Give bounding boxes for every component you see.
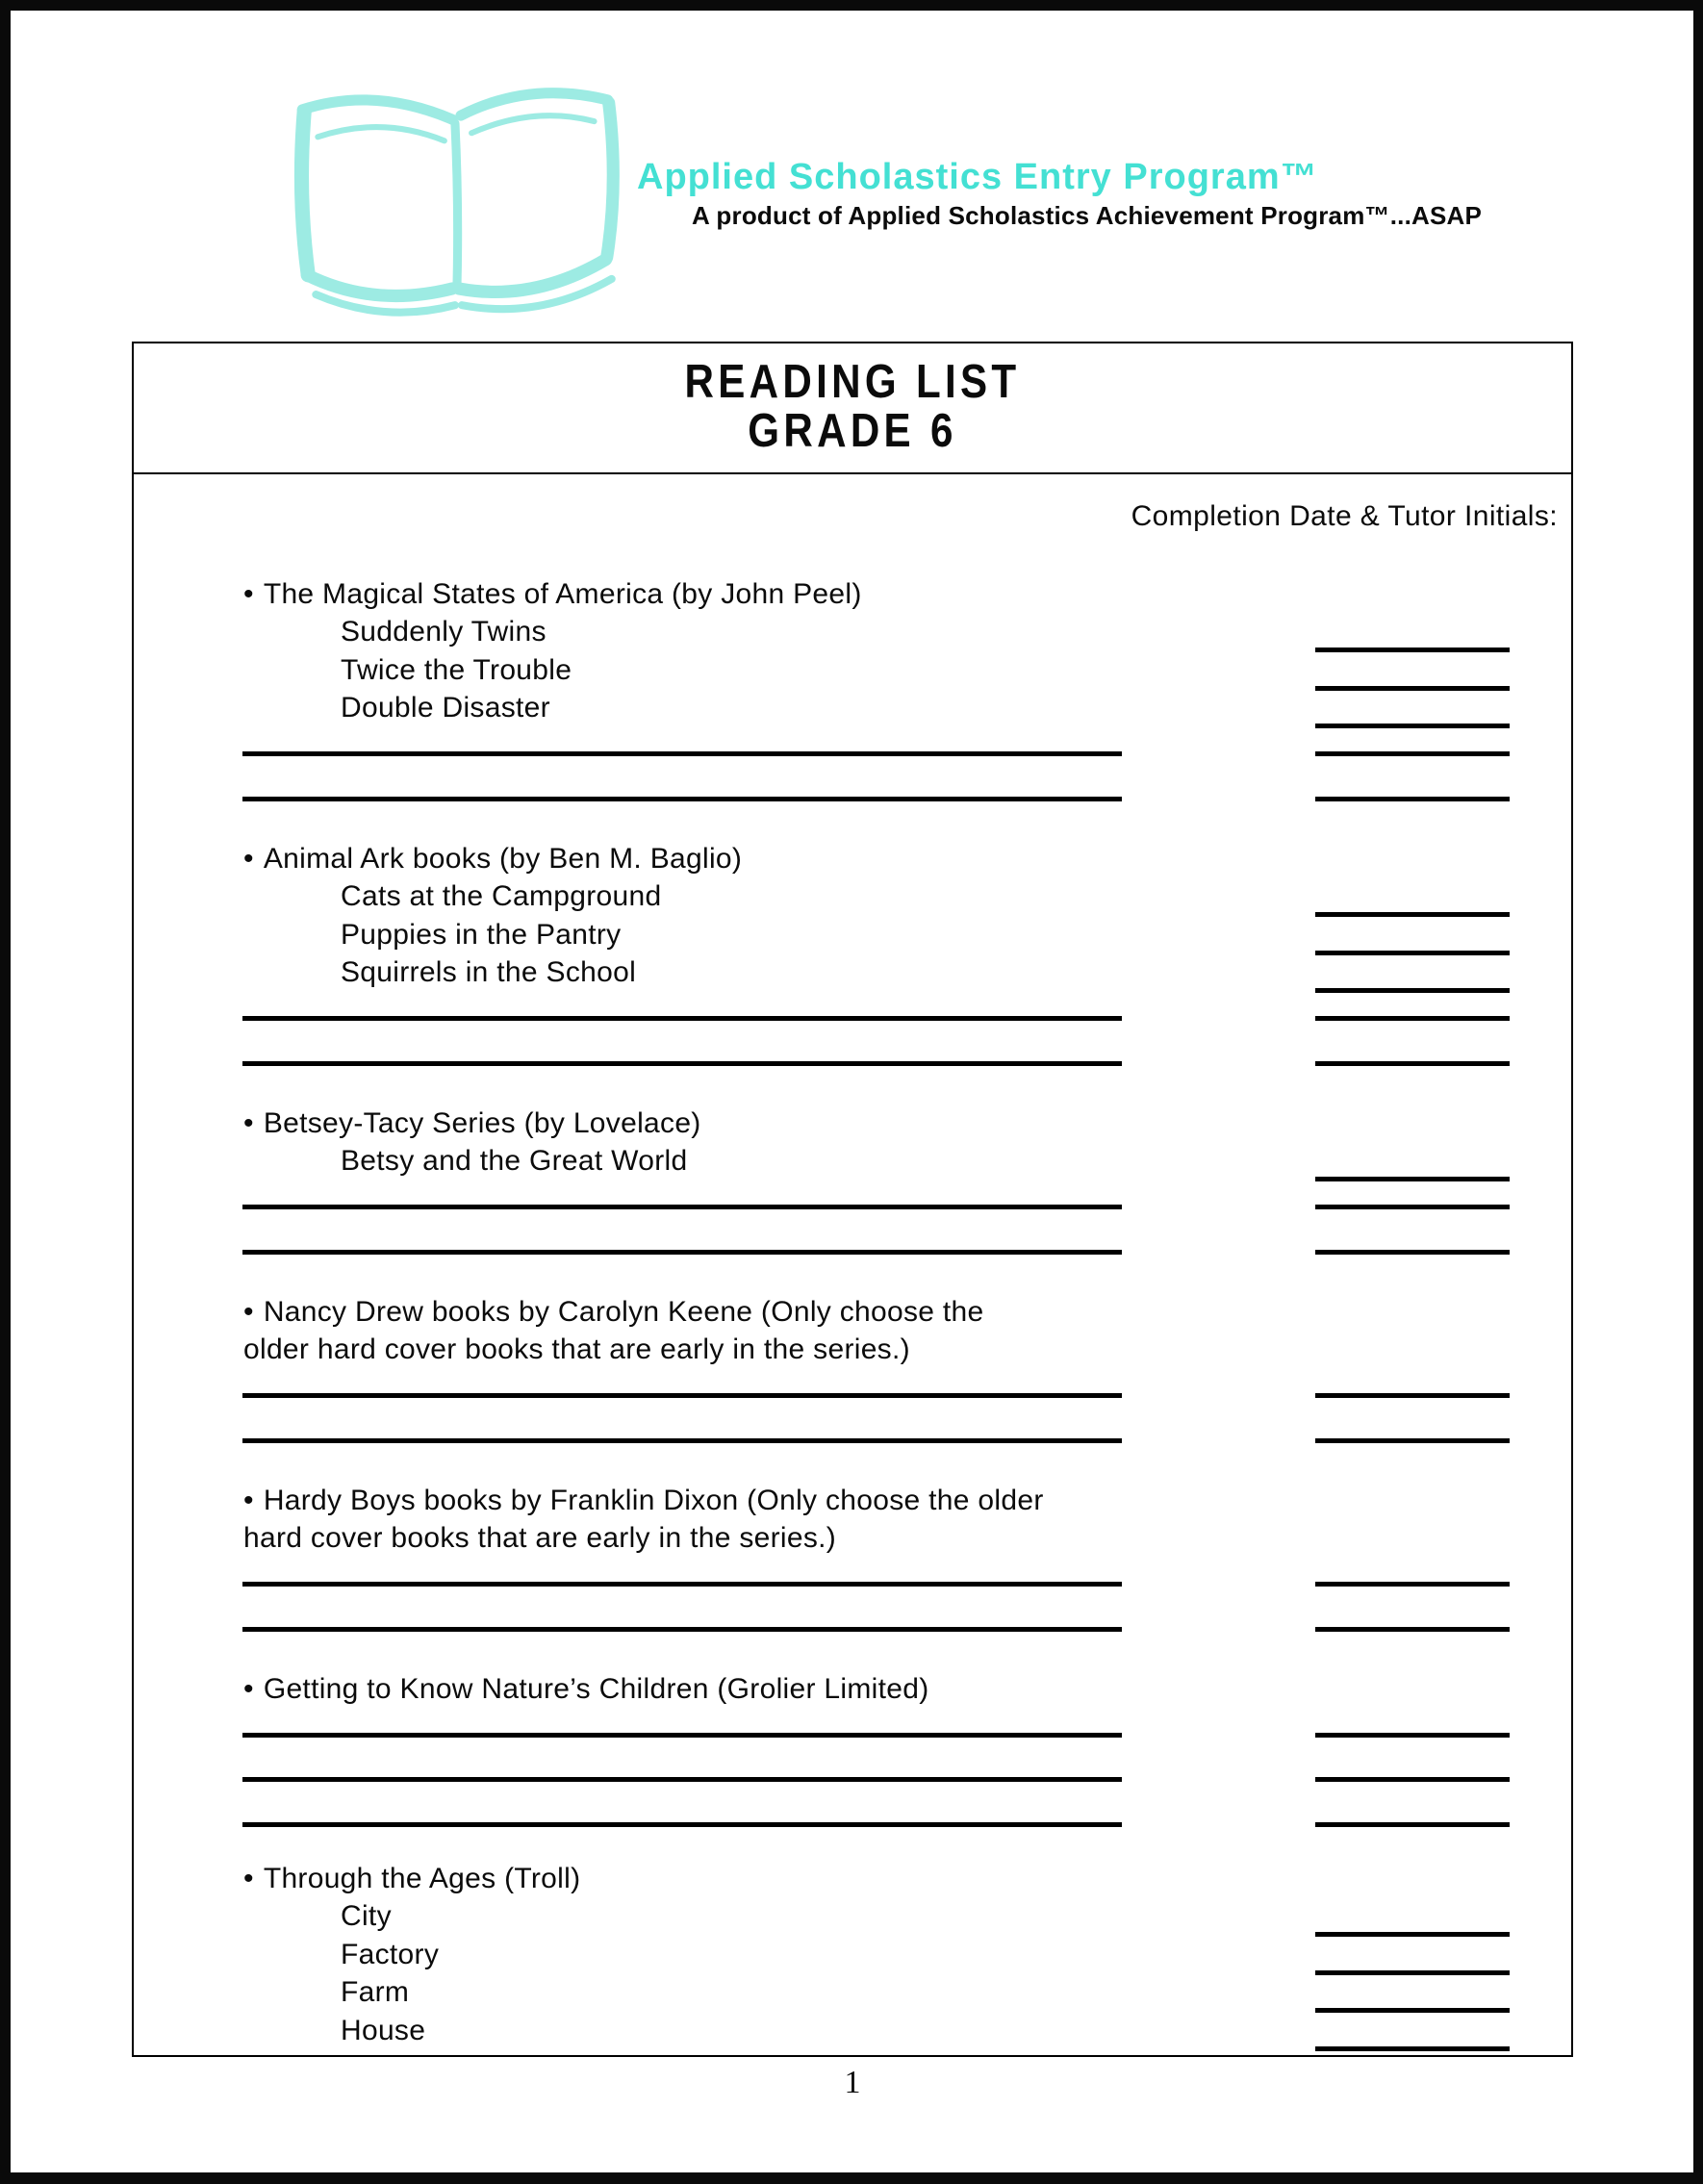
completion-column-header: Completion Date & Tutor Initials: <box>1131 499 1558 532</box>
fill-line-row <box>134 1414 1571 1460</box>
bullet-icon: • <box>243 842 254 875</box>
completion-fill-line <box>1315 1205 1510 1209</box>
completion-fill-line <box>1315 1250 1510 1255</box>
reading-list-section <box>134 1670 1571 1842</box>
book-title-row <box>134 1143 1571 1181</box>
fill-line-row <box>134 773 1571 818</box>
section-title-text: Betsey-Tacy Series (by Lovelace) <box>263 1106 701 1139</box>
section-title-line <box>134 1105 1571 1143</box>
book-title: Twice the Trouble <box>341 653 572 686</box>
open-book-icon <box>285 77 635 323</box>
book-title-row <box>134 1898 1571 1937</box>
book-title-row <box>134 2012 1571 2050</box>
section-title-line <box>134 1520 1571 1559</box>
reading-list-section <box>134 840 1571 1081</box>
book-fill-line <box>242 1061 1122 1066</box>
fill-line-row <box>134 1709 1571 1754</box>
book-fill-line <box>242 1250 1122 1255</box>
section-title-line <box>134 1332 1571 1370</box>
sections-container <box>134 575 1571 2050</box>
fill-line-row <box>134 1603 1571 1648</box>
book-fill-line <box>242 1582 1122 1587</box>
section-title-line <box>134 1293 1571 1332</box>
book-fill-line <box>242 751 1122 756</box>
completion-fill-line <box>1315 1777 1510 1782</box>
reading-list-body <box>132 474 1573 2057</box>
section-title-line <box>134 1482 1571 1520</box>
book-title: House <box>341 2014 426 2046</box>
book-title: Puppies in the Pantry <box>341 918 622 951</box>
section-title-text: older hard cover books that are early in the series.) <box>243 1333 910 1366</box>
bullet-icon: • <box>243 1106 254 1139</box>
book-fill-line <box>242 1016 1122 1021</box>
fill-line-row <box>134 1037 1571 1082</box>
completion-fill-line <box>1315 1822 1510 1827</box>
book-fill-line <box>242 1822 1122 1827</box>
completion-fill-line <box>1315 1627 1510 1632</box>
book-title-row <box>134 1974 1571 2013</box>
title-line-2: GRADE 6 <box>748 405 957 457</box>
fill-line-row <box>134 992 1571 1037</box>
title-line-1: READING LIST <box>684 356 1021 408</box>
book-fill-line <box>242 797 1122 801</box>
bullet-icon: • <box>243 577 254 610</box>
reading-list-section <box>134 1860 1571 2050</box>
completion-fill-line <box>1315 1733 1510 1738</box>
completion-fill-line <box>1315 1016 1510 1021</box>
section-title-line <box>134 840 1571 878</box>
book-fill-line <box>242 1733 1122 1738</box>
reading-list-title-box <box>132 342 1573 474</box>
book-title-row <box>134 651 1571 690</box>
fill-line-row <box>134 727 1571 773</box>
book-title: City <box>341 1900 392 1933</box>
book-title-row <box>134 954 1571 993</box>
book-title: Farm <box>341 1976 410 2009</box>
bullet-icon: • <box>243 1862 254 1894</box>
fill-line-row <box>134 1798 1571 1843</box>
program-title: Applied Scholastics Entry Program™ <box>637 157 1318 197</box>
book-title-row <box>134 614 1571 652</box>
section-title-text: Nancy Drew books by Carolyn Keene (Only choose the <box>263 1295 984 1328</box>
book-title-row <box>134 916 1571 954</box>
fill-line-row <box>134 1753 1571 1798</box>
book-title: Cats at the Campground <box>341 880 662 913</box>
book-title-row <box>134 878 1571 917</box>
bullet-icon: • <box>243 1672 254 1705</box>
book-fill-line <box>242 1205 1122 1209</box>
book-title: Double Disaster <box>341 692 550 724</box>
book-title: Suddenly Twins <box>341 616 546 648</box>
book-title-row <box>134 1936 1571 1974</box>
section-title-text: hard cover books that are early in the series.) <box>243 1522 837 1555</box>
completion-fill-line <box>1315 2046 1510 2051</box>
title-text <box>235 343 1471 456</box>
book-title: Squirrels in the School <box>341 956 637 989</box>
book-fill-line <box>242 1438 1122 1443</box>
completion-fill-line <box>1315 1438 1510 1443</box>
completion-fill-line <box>1315 1582 1510 1587</box>
reading-list-section <box>134 1105 1571 1270</box>
completion-fill-line <box>1315 1061 1510 1066</box>
bullet-icon: • <box>243 1295 254 1328</box>
section-title-text: The Magical States of America (by John Peel) <box>263 577 862 610</box>
fill-line-row <box>134 1369 1571 1414</box>
reading-list-section <box>134 1482 1571 1647</box>
page-number: 1 <box>844 2065 861 2100</box>
section-title-text: Animal Ark books (by Ben M. Baglio) <box>263 842 743 875</box>
section-title-line <box>134 1670 1571 1709</box>
fill-line-row <box>134 1226 1571 1271</box>
section-title-text: Getting to Know Nature’s Children (Grolier Limited) <box>263 1672 929 1705</box>
book-fill-line <box>242 1777 1122 1782</box>
completion-fill-line <box>1315 797 1510 801</box>
program-subtitle: A product of Applied Scholastics Achievement Program™...ASAP <box>692 201 1483 230</box>
book-title: Betsy and the Great World <box>341 1145 688 1178</box>
completion-fill-line <box>1315 751 1510 756</box>
reading-list-section <box>134 575 1571 817</box>
section-title-line <box>134 575 1571 614</box>
section-title-text: Hardy Boys books by Franklin Dixon (Only choose the older <box>263 1484 1044 1516</box>
book-fill-line <box>242 1627 1122 1632</box>
book-title-row <box>134 690 1571 728</box>
fill-line-row <box>134 1558 1571 1603</box>
reading-list-section <box>134 1293 1571 1459</box>
section-title-line <box>134 1860 1571 1898</box>
bullet-icon: • <box>243 1484 254 1516</box>
book-title: Factory <box>341 1938 440 1970</box>
fill-line-row <box>134 1181 1571 1226</box>
book-fill-line <box>242 1393 1122 1398</box>
completion-fill-line <box>1315 1393 1510 1398</box>
section-title-text: Through the Ages (Troll) <box>263 1862 581 1894</box>
